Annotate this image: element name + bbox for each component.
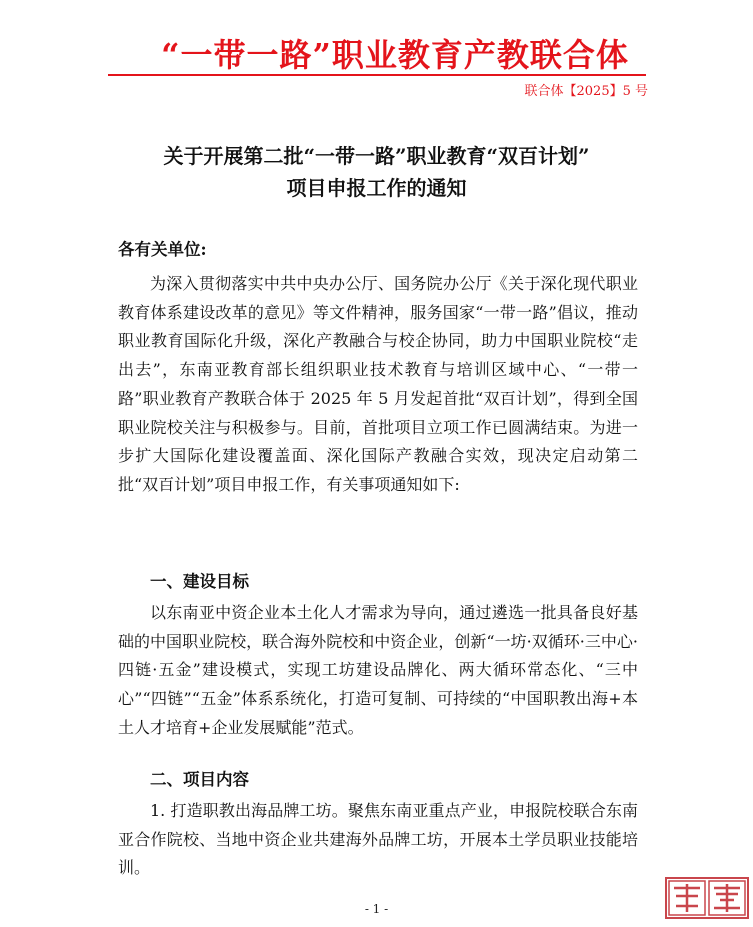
salutation: 各有关单位:: [118, 240, 207, 259]
intro-paragraph: 为深入贯彻落实中共中央办公厅、国务院办公厅《关于深化现代职业教育体系建设改革的意见》等文件精神，服务国家“一带一路”倡议，推动职业教育国际化升级，深化产教融合与校企协同，助力中国职业院校“走出去”，东南亚教育部长组织职业技术教育与培训区域中心、“一带一路”职业教育产教联合体于 2025 年 5 月发起首批“双百计划”，得到全国职业院校关注与积极参与。目前，首批项目立项工作已圆满结束。为进一步扩大国际化建设覆盖面、深化国际产教融合实效，现决定启动第二批“双百计划”项目申报工作，有关事项通知如下:: [118, 274, 638, 494]
page-number: - 1 -: [364, 902, 389, 916]
masthead-divider: [108, 74, 646, 76]
section-heading-content: 二、项目内容: [150, 770, 249, 789]
seal-stamp-icon: [664, 876, 750, 920]
section-heading-goals: 一、建设目标: [150, 572, 249, 591]
notice-title-line-2: 项目申报工作的通知: [286, 176, 467, 200]
document-number: 联合体【2025】5 号: [524, 84, 648, 99]
notice-title-line-1: 关于开展第二批“一带一路”职业教育“双百计划”: [163, 144, 590, 168]
masthead-title: “一带一路”职业教育产教联合体: [161, 36, 629, 74]
content-paragraph: 1. 打造职教出海品牌工坊。聚焦东南亚重点产业，申报院校联合东南亚合作院校、当地中资企业共建海外品牌工坊，开展本土学员职业技能培训。: [118, 801, 638, 878]
goals-paragraph: 以东南亚中资企业本土化人才需求为导向，通过遴选一批具备良好基础的中国职业院校，联合海外院校和中资企业，创新“一坊·双循环·三中心·四链·五金”建设模式，实现工坊建设品牌化、两大循环常态化、“三中心”“四链”“五金”体系系统化，打造可复制、可持续的“中国职教出海+本土人才培育+企业发展赋能”范式。: [118, 603, 638, 737]
